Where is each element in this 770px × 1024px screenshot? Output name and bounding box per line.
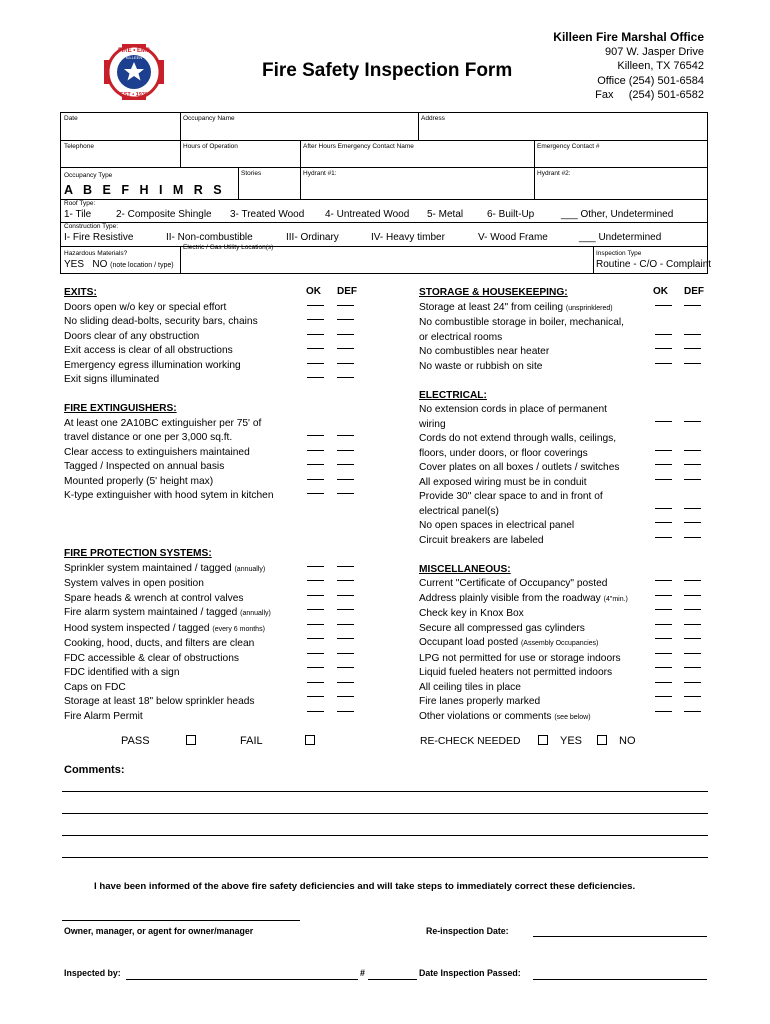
list-item: Current "Certificate of Occupancy" posted xyxy=(419,578,608,589)
def-blank[interactable] xyxy=(337,638,354,639)
list-item: Check key in Knox Box xyxy=(419,608,524,619)
construction-option-5[interactable]: V- Wood Frame xyxy=(478,232,548,243)
list-item-text: Fire alarm system maintained / tagged xyxy=(64,607,238,618)
misc-heading: MISCELLANEOUS: xyxy=(419,563,511,575)
list-item-note: (annually) xyxy=(234,565,266,573)
list-item: FDC accessible & clear of obstructions xyxy=(64,652,239,664)
address-field[interactable]: Address xyxy=(421,115,445,122)
list-item: Mounted properly (5' height max) xyxy=(64,475,214,487)
list-item: Liquid fueled heaters not permitted indoors xyxy=(419,667,613,678)
ok-blank[interactable] xyxy=(655,653,672,654)
def-blank[interactable] xyxy=(337,363,354,364)
def-blank[interactable] xyxy=(337,595,354,596)
def-header-left: DEF xyxy=(337,286,357,297)
date-passed-label: Date Inspection Passed: xyxy=(419,968,521,978)
ok-blank[interactable] xyxy=(655,609,672,610)
ok-blank[interactable] xyxy=(307,319,324,320)
electrical-heading: ELECTRICAL: xyxy=(419,389,487,401)
comment-line[interactable] xyxy=(62,791,708,792)
ok-blank[interactable] xyxy=(655,667,672,668)
def-blank[interactable] xyxy=(684,696,701,697)
hours-field[interactable]: Hours of Operation xyxy=(183,143,238,150)
def-blank[interactable] xyxy=(684,609,701,610)
comment-line[interactable] xyxy=(62,835,708,836)
logo-middle-text: KILLEEN xyxy=(125,55,143,60)
def-blank[interactable] xyxy=(337,435,354,436)
date-passed-line[interactable] xyxy=(533,979,707,980)
def-blank[interactable] xyxy=(684,682,701,683)
list-item: floors, under doors, or floor coverings xyxy=(419,447,588,459)
ok-blank[interactable] xyxy=(307,595,324,596)
list-item: Exit signs illuminated xyxy=(64,374,160,385)
comments-label: Comments: xyxy=(64,764,125,776)
ok-blank[interactable] xyxy=(655,580,672,581)
def-blank[interactable] xyxy=(337,667,354,668)
list-item: Caps on FDC xyxy=(64,681,126,693)
comment-line[interactable] xyxy=(62,813,708,814)
after-hours-contact-field[interactable]: After Hours Emergency Contact Name xyxy=(303,143,414,150)
def-blank[interactable] xyxy=(684,479,701,480)
ok-blank[interactable] xyxy=(307,653,324,654)
inspection-type-options[interactable]: Routine - C/O - Complaint xyxy=(596,259,712,270)
ok-blank[interactable] xyxy=(655,595,672,596)
ok-blank[interactable] xyxy=(655,682,672,683)
list-item: No sliding dead-bolts, security bars, chains xyxy=(64,316,258,327)
list-item-note: (Assembly Occupancies) xyxy=(520,640,599,647)
ok-blank[interactable] xyxy=(655,711,672,712)
office-address-line2: Killeen, TX 76542 xyxy=(617,60,704,72)
list-item xyxy=(64,562,304,578)
list-item: Doors open w/o key or special effort xyxy=(64,301,227,313)
construction-option-3[interactable]: III- Ordinary xyxy=(286,232,339,243)
storage-heading: STORAGE & HOUSEKEEPING: xyxy=(419,287,568,298)
list-item-note: (4"min.) xyxy=(603,595,628,603)
hazardous-materials-label: Hazardous Materials? xyxy=(64,250,128,257)
roof-option-5[interactable]: 5- Metal xyxy=(427,209,464,220)
list-item: Exit access is clear of all obstructions xyxy=(64,345,233,356)
list-item-note: (every 6 months) xyxy=(212,625,265,633)
def-blank[interactable] xyxy=(684,464,701,465)
def-blank[interactable] xyxy=(684,638,701,639)
fail-label: FAIL xyxy=(240,735,263,747)
roof-option-other[interactable]: ___ Other, Undetermined xyxy=(561,209,674,220)
ok-blank[interactable] xyxy=(307,363,324,364)
ok-blank[interactable] xyxy=(655,638,672,639)
def-header-right: DEF xyxy=(684,286,704,297)
list-item xyxy=(419,301,654,317)
list-item: Cover plates on all boxes / outlets / switches xyxy=(419,462,620,473)
inspection-info-grid xyxy=(60,112,712,274)
def-blank[interactable] xyxy=(337,624,354,625)
hydrant1-field[interactable]: Hydrant #1: xyxy=(303,170,337,177)
def-blank[interactable] xyxy=(684,508,701,509)
ok-blank[interactable] xyxy=(307,580,324,581)
list-item: travel distance or one per 3,000 sq.ft. xyxy=(64,432,233,443)
office-info xyxy=(553,30,704,103)
office-address-line1: 907 W. Jasper Drive xyxy=(604,45,704,58)
list-item-note: (annually) xyxy=(240,610,271,617)
ok-blank[interactable] xyxy=(307,609,324,610)
list-item: Tagged / Inspected on annual basis xyxy=(64,461,225,472)
list-item-text: Hood system inspected / tagged xyxy=(64,622,210,634)
occupancy-type-label: Occupancy Type xyxy=(64,172,113,179)
def-blank[interactable] xyxy=(684,348,701,349)
recheck-yes-label: YES xyxy=(560,735,583,747)
def-blank[interactable] xyxy=(684,624,701,625)
ok-blank[interactable] xyxy=(655,508,672,509)
ok-blank[interactable] xyxy=(307,305,324,306)
list-item xyxy=(419,710,654,726)
list-item: All ceiling tiles in place xyxy=(419,681,521,693)
logo-top-text: FIRE • EMS xyxy=(117,48,151,54)
def-blank[interactable] xyxy=(684,522,701,523)
roof-option-6[interactable]: 6- Built-Up xyxy=(487,209,535,220)
roof-option-4[interactable]: 4- Untreated Wood xyxy=(325,209,410,220)
def-blank[interactable] xyxy=(337,377,354,378)
ok-blank[interactable] xyxy=(655,334,672,335)
def-blank[interactable] xyxy=(684,595,701,596)
recheck-no-checkbox[interactable] xyxy=(597,735,607,747)
def-blank[interactable] xyxy=(337,711,354,712)
ok-blank[interactable] xyxy=(307,450,324,451)
list-item-text: Sprinkler system maintained / tagged xyxy=(64,562,232,574)
recheck-yes-checkbox[interactable] xyxy=(538,735,548,747)
owner-signature-label: Owner, manager, or agent for owner/manager xyxy=(64,926,254,936)
list-item: Clear access to extinguishers maintained xyxy=(64,446,250,458)
date-field[interactable]: Date xyxy=(64,115,78,122)
hazardous-yes-no-text[interactable]: YES NO xyxy=(64,259,108,270)
inspected-by-label: Inspected by: xyxy=(64,968,121,978)
list-item: No combustible storage in boiler, mechanical, xyxy=(419,317,624,328)
ok-blank[interactable] xyxy=(307,638,324,639)
list-item: FDC identified with a sign xyxy=(64,667,180,678)
hazardous-yes-no[interactable] xyxy=(64,259,174,270)
ok-blank[interactable] xyxy=(655,522,672,523)
list-item: No waste or rubbish on site xyxy=(419,360,543,372)
note-location: (note location / type) xyxy=(110,262,174,269)
reinspection-date-line[interactable] xyxy=(533,936,707,937)
office-phone: Office (254) 501-6584 xyxy=(597,74,704,87)
recheck-label: RE-CHECK NEEDED xyxy=(420,736,521,747)
occupancy-letters[interactable]: A B E F H I M R S xyxy=(64,183,222,197)
def-blank[interactable] xyxy=(337,566,354,567)
roof-option-2[interactable]: 2- Composite Shingle xyxy=(116,209,212,220)
def-blank[interactable] xyxy=(684,537,701,538)
ok-blank[interactable] xyxy=(307,682,324,683)
def-blank[interactable] xyxy=(684,711,701,712)
list-item-text: Other violations or comments xyxy=(419,710,552,722)
list-item: or electrical rooms xyxy=(419,331,503,343)
list-item-note: (unsprinklered) xyxy=(565,304,613,312)
def-blank[interactable] xyxy=(337,682,354,683)
list-item: electrical panel(s) xyxy=(419,505,499,517)
def-blank[interactable] xyxy=(337,348,354,349)
protection-heading: FIRE PROTECTION SYSTEMS: xyxy=(64,548,212,559)
list-item: Fire Alarm Permit xyxy=(64,710,143,722)
construction-option-1[interactable]: I- Fire Resistive xyxy=(64,232,134,243)
ok-blank[interactable] xyxy=(655,479,672,480)
list-item: All exposed wiring must be in conduit xyxy=(419,476,587,488)
list-item: At least one 2A10BC extinguisher per 75' of xyxy=(64,417,262,429)
ok-blank[interactable] xyxy=(307,493,324,494)
ok-blank[interactable] xyxy=(307,377,324,378)
list-item-text: Address plainly visible from the roadway xyxy=(419,592,601,604)
inspection-type-label: Inspection Type xyxy=(596,250,642,257)
hydrant2-field[interactable]: Hydrant #2: xyxy=(537,170,571,177)
left-checklist xyxy=(64,286,304,724)
comment-line[interactable] xyxy=(62,857,708,858)
list-item: Provide 30" clear space to and in front of xyxy=(419,491,603,502)
def-blank[interactable] xyxy=(684,305,701,306)
list-item: Fire lanes properly marked xyxy=(419,696,541,707)
def-blank[interactable] xyxy=(337,334,354,335)
office-name: Killeen Fire Marshal Office xyxy=(553,30,704,44)
acknowledgement-statement: I have been informed of the above fire safety deficiencies and will take steps to immediately correct these deficiencies. xyxy=(94,881,636,892)
ok-blank[interactable] xyxy=(307,479,324,480)
roof-option-1[interactable]: 1- Tile xyxy=(64,209,92,220)
form-title: Fire Safety Inspection Form xyxy=(262,60,513,81)
list-item: No extension cords in place of permanent xyxy=(419,404,608,415)
def-blank[interactable] xyxy=(337,493,354,494)
list-item: Cooking, hood, ducts, and filters are clean xyxy=(64,638,255,649)
ok-blank[interactable] xyxy=(655,696,672,697)
def-blank[interactable] xyxy=(337,696,354,697)
list-item xyxy=(419,592,654,608)
construction-option-4[interactable]: IV- Heavy timber xyxy=(371,232,445,243)
list-item: Storage at least 18" below sprinkler heads xyxy=(64,696,255,707)
ok-blank[interactable] xyxy=(655,348,672,349)
construction-option-undetermined[interactable]: ___ Undetermined xyxy=(579,232,662,243)
def-blank[interactable] xyxy=(684,450,701,451)
ok-header-left: OK xyxy=(306,286,321,297)
occupancy-name-field[interactable]: Occupancy Name xyxy=(183,115,235,122)
ok-blank[interactable] xyxy=(307,624,324,625)
list-item-text: Storage at least 24" from ceiling xyxy=(419,301,564,313)
ok-blank[interactable] xyxy=(655,363,672,364)
list-item xyxy=(64,606,304,622)
ok-blank[interactable] xyxy=(307,348,324,349)
ok-blank[interactable] xyxy=(307,566,324,567)
owner-signature-line[interactable] xyxy=(62,920,300,921)
ok-blank[interactable] xyxy=(655,537,672,538)
list-item: Doors clear of any obstruction xyxy=(64,330,200,342)
def-blank[interactable] xyxy=(684,653,701,654)
list-item: Cords do not extend through walls, ceilings, xyxy=(419,433,617,444)
stories-field[interactable]: Stories xyxy=(241,170,262,177)
list-item: wiring xyxy=(419,418,446,430)
inspector-number-line[interactable] xyxy=(368,979,417,980)
def-blank[interactable] xyxy=(684,334,701,335)
def-blank[interactable] xyxy=(337,609,354,610)
ok-blank[interactable] xyxy=(655,421,672,422)
emergency-contact-field[interactable]: Emergency Contact # xyxy=(537,143,600,150)
ok-blank[interactable] xyxy=(307,435,324,436)
ok-blank[interactable] xyxy=(307,667,324,668)
list-item: Secure all compressed gas cylinders xyxy=(419,622,585,634)
recheck-no-label: NO xyxy=(619,735,636,747)
list-item: Spare heads & wrench at control valves xyxy=(64,592,244,604)
list-item-text: Occupant load posted xyxy=(419,637,519,648)
def-blank[interactable] xyxy=(337,305,354,306)
construction-type-label: Construction Type: xyxy=(64,223,119,230)
def-blank[interactable] xyxy=(337,319,354,320)
pass-label: PASS xyxy=(121,735,150,747)
fire-department-logo xyxy=(94,38,174,106)
pass-checkbox[interactable] xyxy=(186,735,196,747)
def-blank[interactable] xyxy=(684,421,701,422)
exits-heading: EXITS: xyxy=(64,287,97,298)
ok-header-right: OK xyxy=(653,286,668,297)
def-blank[interactable] xyxy=(684,667,701,668)
def-blank[interactable] xyxy=(337,464,354,465)
telephone-field[interactable]: Telephone xyxy=(64,143,94,150)
ok-blank[interactable] xyxy=(307,696,324,697)
def-blank[interactable] xyxy=(337,653,354,654)
list-item: No combustibles near heater xyxy=(419,346,550,357)
extinguishers-heading: FIRE EXTINGUISHERS: xyxy=(64,403,177,414)
office-fax: Fax (254) 501-6582 xyxy=(595,89,704,101)
list-item: Emergency egress illumination working xyxy=(64,359,241,371)
ok-blank[interactable] xyxy=(655,624,672,625)
list-item xyxy=(419,636,654,652)
inspected-by-line[interactable] xyxy=(126,979,358,980)
ok-blank[interactable] xyxy=(655,305,672,306)
list-item xyxy=(64,622,304,638)
logo-bottom-text: EST • 1930 xyxy=(120,92,148,98)
reinspection-date-label: Re-inspection Date: xyxy=(426,926,509,936)
list-item: No open spaces in electrical panel xyxy=(419,520,575,531)
list-item: LPG not permitted for use or storage indoors xyxy=(419,652,621,664)
def-blank[interactable] xyxy=(337,450,354,451)
list-item: K-type extinguisher with hood sytem in kitchen xyxy=(64,490,274,501)
def-blank[interactable] xyxy=(684,363,701,364)
def-blank[interactable] xyxy=(337,479,354,480)
def-blank[interactable] xyxy=(337,580,354,581)
list-item-note: (see below) xyxy=(554,713,591,721)
roof-option-3[interactable]: 3- Treated Wood xyxy=(230,209,305,220)
list-item: Circuit breakers are labeled xyxy=(419,534,544,546)
inspector-number-label: # xyxy=(360,968,365,978)
def-blank[interactable] xyxy=(684,580,701,581)
ok-blank[interactable] xyxy=(307,711,324,712)
ok-blank[interactable] xyxy=(307,334,324,335)
roof-type-label: Roof Type: xyxy=(64,200,96,207)
list-item: System valves in open position xyxy=(64,578,204,589)
electric-gas-utility-field[interactable]: Electric / Gas Utility Location(s) xyxy=(183,244,274,251)
construction-option-2[interactable]: II- Non-combustible xyxy=(166,232,253,243)
ok-blank[interactable] xyxy=(307,464,324,465)
ok-blank[interactable] xyxy=(655,450,672,451)
fail-checkbox[interactable] xyxy=(305,735,315,747)
right-checklist xyxy=(419,286,654,725)
ok-blank[interactable] xyxy=(655,464,672,465)
